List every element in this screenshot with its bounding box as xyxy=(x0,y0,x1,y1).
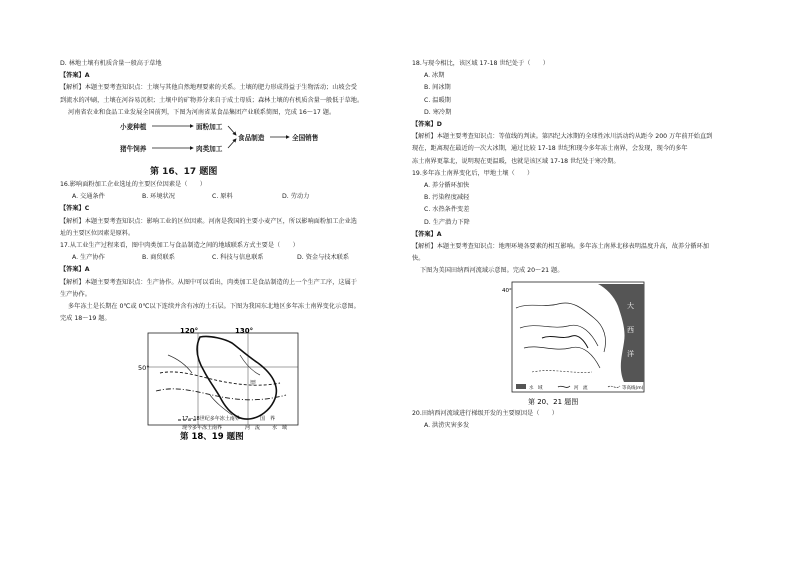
permafrost-map xyxy=(60,325,398,443)
ocean-label: 西 xyxy=(627,325,634,334)
legend-national-border: 国 界 xyxy=(260,416,276,423)
flow-arrows xyxy=(60,119,398,165)
answer-label: 【答案】D xyxy=(412,121,442,129)
ocean-label: 大 xyxy=(627,301,634,310)
flow-wheat: 小麦种植 xyxy=(120,123,147,132)
question-16: 16.影响面粉加工企业选址的主要区位因素是（ ） xyxy=(60,181,206,189)
question-16-options xyxy=(60,191,398,203)
flow-sales: 全国销售 xyxy=(292,134,319,143)
explanation-line: 【解析】本题主要考查知识点：生产协作。从图中可以看出，肉类加工是食品制造的上一个生产工序，这属于 xyxy=(60,278,357,286)
latitude-label: 50° xyxy=(138,364,150,373)
right-column xyxy=(412,58,742,432)
explanation-line: 冻土南界更靠北，说明现在更温暖，也就是该区域 17-18 世纪处于寒冷期。 xyxy=(412,157,620,165)
question-intro: 河南省农业和食品工业发展全国前列，下图为河南省某食品集团产业联系简图，完成 16～17 题。 xyxy=(68,108,336,116)
flow-flour: 面粉加工 xyxy=(196,123,223,132)
option: A. 养分循环加快 xyxy=(424,182,470,190)
option: B. 间冰期 xyxy=(424,84,451,92)
question-17-options xyxy=(60,252,398,264)
figure-caption: 第 20、21 题图 xyxy=(528,397,579,406)
figure-caption: 第 18、19 题图 xyxy=(180,432,244,443)
question-17: 17.从工业生产过程来看，图中肉类加工与食品制造之间的地域联系方式主要是（ ） xyxy=(60,242,299,250)
option: D. 资金与技术联系 xyxy=(297,254,350,262)
figure-caption: 第 16、17 题图 xyxy=(150,167,218,178)
option: D. 生产潜力下降 xyxy=(424,218,470,226)
flow-food: 食品制造 xyxy=(238,134,265,143)
option: C. 原料 xyxy=(212,193,233,201)
industry-flow-diagram xyxy=(60,119,398,165)
answer-label: 【答案】A xyxy=(412,230,442,238)
longitude-label: 120° xyxy=(180,327,199,336)
option: C. 科技与信息联系 xyxy=(212,254,264,262)
question-19: 19.多年冻土南界变化后，甲地土壤（ ） xyxy=(412,169,534,177)
option: C. 水热条件变差 xyxy=(424,206,470,214)
option: B. 污染程度减轻 xyxy=(424,194,470,202)
option: A. 交通条件 xyxy=(72,193,105,201)
question-20: 20.田纳西河流域进行梯级开发的主要原因是（ ） xyxy=(412,409,558,417)
explanation-line: 址的主要区位因素是原料。 xyxy=(60,229,135,237)
explanation-line: 【解析】本题主要考查知识点：土壤与其他自然地理要素的关系。土壤的肥力形成得益于生物活动；山坡会受 xyxy=(60,84,357,92)
ocean-label: 洋 xyxy=(627,349,634,358)
option: C. 温暖期 xyxy=(424,96,451,104)
explanation-line: 【解析】本题主要考查知识点：影响工业的区位因素。河南是我国的主要小麦产区，所以影响面粉加工企业选 xyxy=(60,217,357,225)
question-18: 18.与现今相比，该区域 17-18 世纪处于（ ） xyxy=(412,60,549,67)
tennessee-map xyxy=(412,278,742,408)
question-intro: 多年冻土是长期在 0℃或 0℃以下连续并含有冰的土石层。下图为我国东北地区多年冻土南界变化示意图。 xyxy=(68,303,360,311)
option: B. 环境状况 xyxy=(142,193,175,201)
answer-label: 【答案】A xyxy=(60,72,90,80)
option-d: D. 林地土壤有机质含量一般高于草地 xyxy=(60,60,162,67)
explanation-line: 现在，距离现在最近的一次大冰期，通过比较 17-18 世纪和现今多年冻土南界，会发现，现今的多年 xyxy=(412,145,688,153)
legend-contour: 等高线(m) xyxy=(622,385,644,391)
left-column xyxy=(60,58,398,443)
legend-old-boundary: 17—18世纪多年冻土南界 xyxy=(182,416,240,423)
explanation-line: 快。 xyxy=(412,255,425,263)
legend-current-boundary: 现今多年冻土南界 xyxy=(182,425,223,432)
answer-label: 【答案】A xyxy=(60,266,90,274)
flow-meat: 肉类加工 xyxy=(196,145,223,154)
place-jia: 甲 xyxy=(250,380,257,388)
explanation-line: 【解析】本题主要考查知识点：地理环境各要素的相互影响。多年冻土南界北移表明温度升高，故养分循环加 xyxy=(412,243,709,251)
option: D. 寒冷期 xyxy=(424,108,452,116)
legend-water: 水 域 xyxy=(272,425,288,432)
option: A. 生产协作 xyxy=(72,254,105,262)
longitude-label: 130° xyxy=(235,327,254,336)
latitude-label: 40° xyxy=(502,287,512,294)
legend-water: 水 域 xyxy=(529,385,543,391)
answer-label: 【答案】C xyxy=(60,205,90,213)
explanation-line: 【解析】本题主要考查知识点：等值线的判读。第四纪大冰期的全球性冰川活动约从距今 200 万年前开始直到 xyxy=(412,133,713,141)
explanation-line: 生产协作。 xyxy=(60,290,91,298)
option: A. 冰期 xyxy=(424,72,445,80)
legend-river: 河 流 xyxy=(245,425,261,432)
question-intro: 完成 18～19 题。 xyxy=(60,315,111,323)
explanation-line: 到流水的冲刷，土壤在河谷易沉积；土壤中的矿物养分来自于成土母质；森林土壤的有机质含量一般低于草地。 xyxy=(60,96,364,104)
option: B. 商贸联系 xyxy=(142,254,175,262)
option: A. 洪涝灾害多发 xyxy=(424,421,470,429)
option: D. 劳动力 xyxy=(282,193,310,201)
question-intro: 下图为美国田纳西河流域示意图。完成 20～21 题。 xyxy=(420,267,564,275)
legend-river: 河 流 xyxy=(574,385,588,391)
flow-pig: 猪牛饲养 xyxy=(120,145,147,154)
